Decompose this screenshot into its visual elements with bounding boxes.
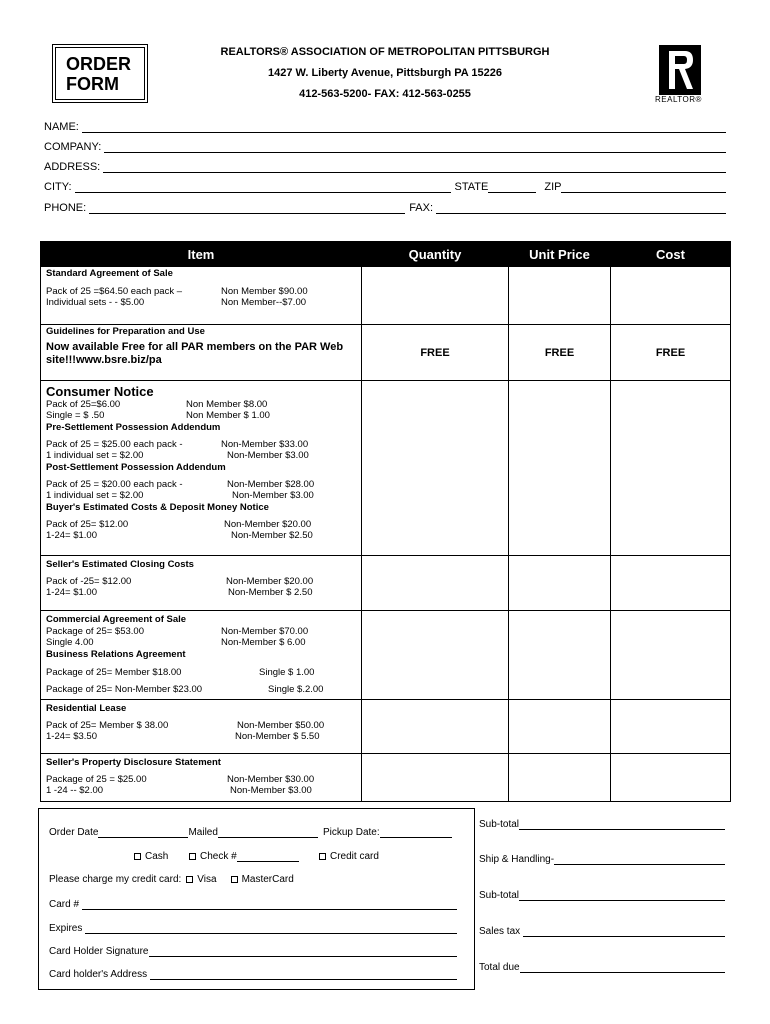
order-form-title-1: ORDER <box>66 54 132 74</box>
card-number-label: Card # <box>49 899 80 910</box>
shipping-input[interactable] <box>554 855 725 865</box>
cost-cell[interactable] <box>611 381 731 556</box>
check-checkbox[interactable] <box>189 853 196 860</box>
order-date-row <box>49 825 452 838</box>
subtotal-row-1 <box>479 817 725 830</box>
charge-row: Please charge my credit card: Visa MasterCard <box>49 874 294 885</box>
credit-card-option[interactable]: Credit card <box>319 851 379 862</box>
item-title: Buyer's Estimated Costs & Deposit Money Notice <box>46 502 269 513</box>
order-date-label: Order Date <box>49 827 99 838</box>
cost-cell[interactable] <box>611 700 731 754</box>
quantity-free: FREE <box>362 325 509 381</box>
holder-address-row <box>49 967 457 980</box>
subtotal-row-2 <box>479 888 725 901</box>
col-item: Item <box>41 242 362 267</box>
order-form-box <box>52 44 148 103</box>
unit-price-cell[interactable] <box>509 381 611 556</box>
table-row <box>41 556 731 611</box>
cash-option[interactable]: Cash <box>134 851 168 862</box>
sales-tax-input[interactable] <box>523 927 725 937</box>
total-due-input[interactable] <box>520 963 725 973</box>
state-label: STATE <box>454 181 489 193</box>
name-label: NAME: <box>44 121 79 133</box>
card-number-input[interactable] <box>82 900 457 910</box>
item-title: Seller's Estimated Closing Costs <box>46 559 194 570</box>
pickup-label: Pickup Date: <box>322 827 380 838</box>
city-state-zip-field[interactable] <box>44 179 726 193</box>
sales-tax-label: Sales tax <box>479 926 521 937</box>
item-title: Commercial Agreement of Sale <box>46 614 187 625</box>
mailed-label: Mailed <box>188 827 218 838</box>
item-title: Standard Agreement of Sale <box>46 268 173 279</box>
subtotal-input-1[interactable] <box>519 820 725 830</box>
org-name: REALTORS® ASSOCIATION OF METROPOLITAN PITTSBURGH <box>220 46 550 58</box>
cost-free: FREE <box>611 325 731 381</box>
unit-price-cell[interactable] <box>509 754 611 802</box>
item-title: Business Relations Agreement <box>46 649 186 660</box>
cost-cell[interactable] <box>611 556 731 611</box>
table-row <box>41 700 731 754</box>
quantity-cell[interactable] <box>362 700 509 754</box>
subtotal-label-2: Sub-total <box>479 890 520 901</box>
charge-label: Please charge my credit card: <box>49 874 182 885</box>
expires-label: Expires <box>49 923 83 934</box>
shipping-row <box>479 852 725 865</box>
item-cell: Consumer Notice Pack of 25=$6.00 Non Member $8.00 Single = $ .50 Non Member $ 1.00 Pre-Settlement Possession Addendum Pack of 25 = $25.00 each pack - Non-Member $33.00 1 individual set = $2.00 Non-Member $3.00 Post-Settlement Possession Addendum Pack of 25 = $20.00 each pack - Non-Member $28.00 1 individual set = $2.00 Non-Member $3.00 Buyer's Estimated Costs & Deposit Money Notice Pack of 25= $12.00 Non-Member $20.00 1-24= $1.00 Non-Member $2.50 <box>41 381 362 556</box>
zip-label: ZIP <box>544 181 562 193</box>
table-row <box>41 754 731 802</box>
cost-cell[interactable] <box>611 611 731 700</box>
unit-price-free: FREE <box>509 325 611 381</box>
col-unit-price: Unit Price <box>509 242 611 267</box>
total-due-row <box>479 960 725 973</box>
quantity-cell[interactable] <box>362 267 509 325</box>
cash-checkbox[interactable] <box>134 853 141 860</box>
table-row <box>41 325 731 381</box>
table-row <box>41 381 731 556</box>
fax-label: FAX: <box>409 202 434 214</box>
check-number-input[interactable] <box>237 852 299 862</box>
phone-fax-field[interactable] <box>44 200 726 214</box>
total-due-label: Total due <box>479 962 520 973</box>
item-cell: Residential Lease Pack of 25= Member $ 38.00 Non-Member $50.00 1-24= $3.50 Non-Member $ 5.50 <box>41 700 362 754</box>
quantity-cell[interactable] <box>362 611 509 700</box>
mastercard-checkbox[interactable] <box>231 876 238 883</box>
unit-price-cell[interactable] <box>509 556 611 611</box>
visa-checkbox[interactable] <box>186 876 193 883</box>
org-contact: 412-563-5200- FAX: 412-563-0255 <box>299 88 471 100</box>
item-cell: Seller's Estimated Closing Costs Pack of -25= $12.00 Non-Member $20.00 1-24= $1.00 Non-Member $ 2.50 <box>41 556 362 611</box>
unit-price-cell[interactable] <box>509 700 611 754</box>
check-option[interactable]: Check # <box>189 851 299 862</box>
order-form-title-2: FORM <box>66 74 119 94</box>
item-title: Seller's Property Disclosure Statement <box>46 757 221 768</box>
company-field[interactable] <box>44 139 726 153</box>
table-header-row <box>41 242 731 267</box>
expires-input[interactable] <box>85 924 457 934</box>
sales-tax-row <box>479 924 725 937</box>
card-number-row <box>49 897 457 910</box>
unit-price-cell[interactable] <box>509 611 611 700</box>
city-label: CITY: <box>44 181 72 193</box>
signature-row <box>49 944 457 957</box>
quantity-cell[interactable] <box>362 556 509 611</box>
realtor-logo <box>655 45 713 107</box>
order-items-table <box>40 241 731 802</box>
order-date-input[interactable] <box>98 828 188 838</box>
payment-box <box>38 808 475 990</box>
unit-price-cell[interactable] <box>509 267 611 325</box>
shipping-label: Ship & Handling- <box>479 854 555 865</box>
item-title: Pre-Settlement Possession Addendum <box>46 422 221 433</box>
address-field[interactable] <box>44 159 726 173</box>
signature-label: Card Holder Signature <box>49 946 149 957</box>
col-quantity: Quantity <box>362 242 509 267</box>
cost-cell[interactable] <box>611 267 731 325</box>
org-address: 1427 W. Liberty Avenue, Pittsburgh PA 15226 <box>268 67 502 79</box>
credit-card-checkbox[interactable] <box>319 853 326 860</box>
item-cell <box>41 325 362 381</box>
free-note: Now available Free for all PAR members on the PAR Web site!!!www.bsre.biz/pa <box>46 341 344 366</box>
realtor-logo-text: REALTOR® <box>655 95 702 104</box>
holder-address-label: Card holder's Address <box>49 969 148 980</box>
cost-cell[interactable] <box>611 754 731 802</box>
quantity-cell[interactable] <box>362 754 509 802</box>
item-cell: Standard Agreement of Sale Pack of 25 =$64.50 each pack – Non Member $90.00 Individual sets - - $5.00 Non Member--$7.00 <box>41 267 362 325</box>
address-label: ADDRESS: <box>44 161 101 173</box>
phone-label: PHONE: <box>44 202 87 214</box>
item-title: Post-Settlement Possession Addendum <box>46 462 226 473</box>
company-label: COMPANY: <box>44 141 102 153</box>
mailed-input[interactable] <box>218 828 318 838</box>
signature-input[interactable] <box>149 947 458 957</box>
pickup-input[interactable] <box>380 828 452 838</box>
item-title: Guidelines for Preparation and Use <box>46 326 205 337</box>
item-title: Residential Lease <box>46 703 127 714</box>
subtotal-input-2[interactable] <box>519 891 725 901</box>
name-field[interactable] <box>44 119 726 133</box>
table-row <box>41 267 731 325</box>
subtotal-label-1: Sub-total <box>479 819 520 830</box>
item-title: Consumer Notice <box>46 384 154 399</box>
holder-address-input[interactable] <box>150 970 457 980</box>
item-cell: Commercial Agreement of Sale Package of 25= $53.00 Non-Member $70.00 Single 4.00 Non-Member $ 6.00 Business Relations Agreement Package of 25= Member $18.00 Single $ 1.00 Package of 25= Non-Member $23.00 Single $.2.00 <box>41 611 362 700</box>
table-row <box>41 611 731 700</box>
expires-row <box>49 921 457 934</box>
col-cost: Cost <box>611 242 731 267</box>
realtor-r-icon <box>659 45 701 95</box>
quantity-cell[interactable] <box>362 381 509 556</box>
item-cell: Seller's Property Disclosure Statement Package of 25 = $25.00 Non-Member $30.00 1 -24 -- $2.00 Non-Member $3.00 <box>41 754 362 802</box>
